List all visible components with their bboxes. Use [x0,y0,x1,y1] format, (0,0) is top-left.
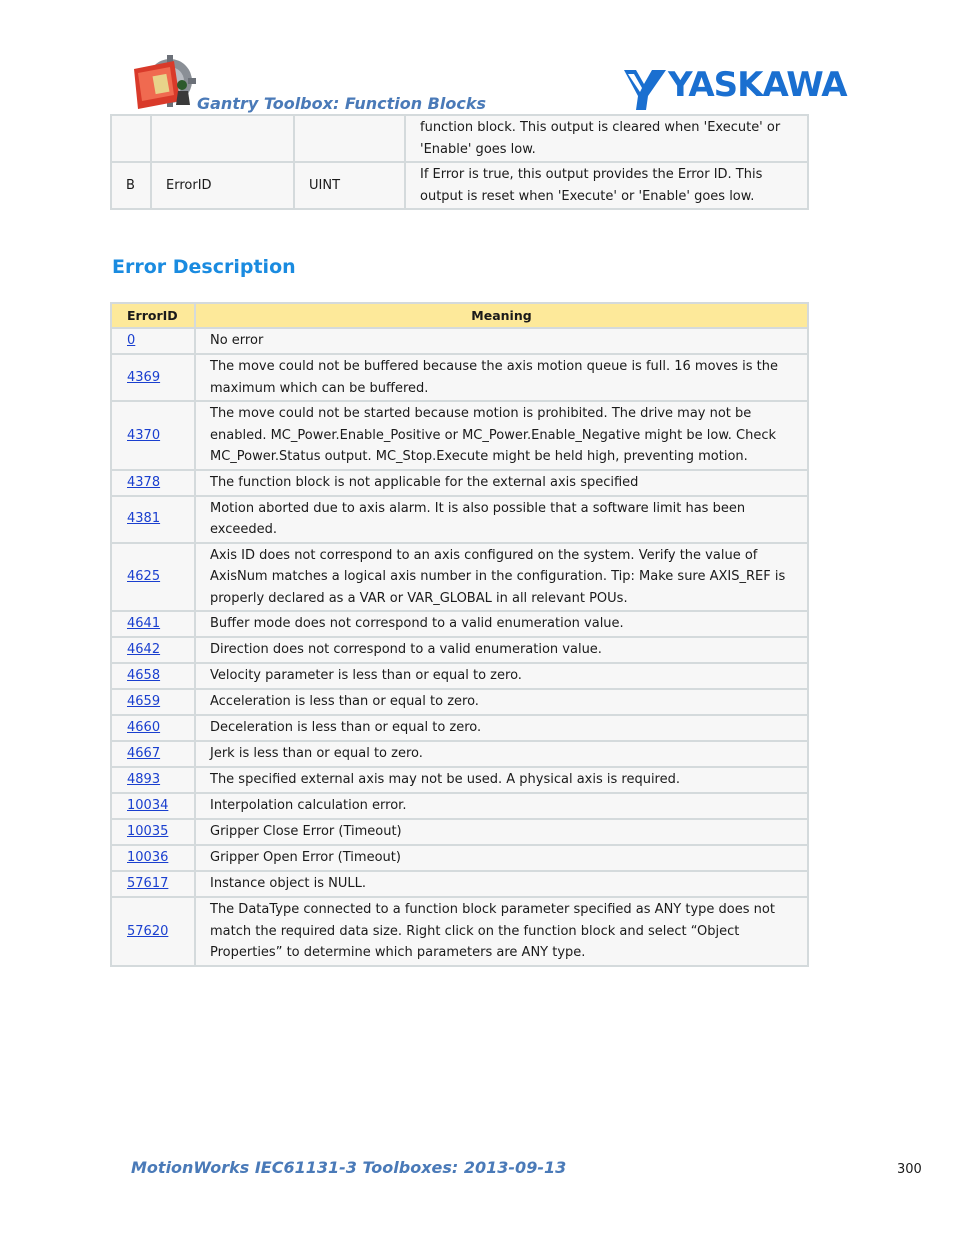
table-row [111,845,808,871]
column-header-meaning: Meaning [195,303,808,328]
error-id-link[interactable]: 4660 [127,720,161,736]
error-id-cell [111,328,195,354]
error-meaning-cell: No error [195,328,808,354]
error-id-link[interactable]: 10034 [127,798,169,814]
error-id-cell [111,663,195,689]
error-id-link[interactable]: 4370 [127,427,161,443]
error-id-link[interactable]: 10035 [127,824,169,840]
error-id-link[interactable]: 4378 [127,474,161,490]
error-id-cell [111,401,195,470]
table-row [111,543,808,612]
error-id-link[interactable]: 4369 [127,369,161,385]
table-row [111,793,808,819]
table-cell: B [111,162,151,209]
error-meaning-cell: The move could not be buffered because the axis motion queue is full. 16 moves is the maximum which can be buffered. [195,354,808,401]
error-id-link[interactable]: 57620 [127,923,169,939]
error-id-link[interactable]: 4893 [127,772,161,788]
error-id-link[interactable]: 4667 [127,746,161,762]
table-cell [294,115,405,162]
table-cell [111,115,151,162]
gantry-toolbox-logo-icon [130,55,198,111]
section-heading: Error Description [112,256,296,278]
table-row [111,115,808,162]
error-meaning-cell: Deceleration is less than or equal to zero. [195,715,808,741]
error-id-cell [111,871,195,897]
table-cell: function block. This output is cleared when 'Execute' or 'Enable' goes low. [405,115,808,162]
error-id-link[interactable]: 4642 [127,642,161,658]
table-row [111,897,808,966]
error-meaning-cell: Interpolation calculation error. [195,793,808,819]
error-id-cell [111,767,195,793]
table-cell: UINT [294,162,405,209]
error-id-cell [111,543,195,612]
error-id-link[interactable]: 10036 [127,850,169,866]
error-meaning-cell: The DataType connected to a function block parameter specified as ANY type does not match the required data size. Right click on the function block and select “Object Properties” to determine which parameters are ANY type. [195,897,808,966]
error-meaning-cell: Axis ID does not correspond to an axis configured on the system. Verify the value of AxisNum matches a logical axis number in the configuration. Tip: Make sure AXIS_REF is properly declared as a VAR or VAR_GLOBAL in all relevant POUs. [195,543,808,612]
table-cell: ErrorID [151,162,294,209]
error-id-cell [111,741,195,767]
brand-wordmark: YASKAWA [668,65,847,105]
error-id-cell [111,470,195,496]
error-table-body [111,328,808,966]
yaskawa-logo-icon [622,65,847,112]
table-row [111,496,808,543]
table-row [111,741,808,767]
column-header-errorid: ErrorID [111,303,195,328]
table-cell: If Error is true, this output provides the Error ID. This output is reset when 'Execute' or 'Enable' goes low. [405,162,808,209]
error-meaning-cell: The move could not be started because motion is prohibited. The drive may not be enabled. MC_Power.Enable_Positive or MC_Power.Enable_Negative might be low. Check MC_Power.Status output. MC_Stop.Execute might be held high, preventing motion. [195,401,808,470]
error-id-cell [111,715,195,741]
error-id-link[interactable]: 4625 [127,569,161,584]
table-row [111,162,808,209]
table-row [111,871,808,897]
error-meaning-cell: Gripper Close Error (Timeout) [195,819,808,845]
table-cell [151,115,294,162]
error-meaning-cell: Velocity parameter is less than or equal to zero. [195,663,808,689]
error-id-link[interactable]: 4658 [127,668,161,684]
error-meaning-cell: Acceleration is less than or equal to zero. [195,689,808,715]
error-id-link[interactable]: 4659 [127,694,161,710]
error-meaning-cell: Gripper Open Error (Timeout) [195,845,808,871]
table-row [111,689,808,715]
error-id-cell [111,689,195,715]
table-header-row [111,303,808,328]
error-id-link[interactable]: 4641 [127,616,161,632]
error-id-link[interactable]: 57617 [127,876,169,892]
footer-title: MotionWorks IEC61131-3 Toolboxes: 2013-09-13 [131,1158,567,1177]
table-row [111,715,808,741]
error-id-cell [111,793,195,819]
error-meaning-cell: Instance object is NULL. [195,871,808,897]
error-description-table [110,302,809,967]
table-row [111,637,808,663]
error-id-link[interactable]: 0 [127,333,136,349]
table-row [111,354,808,401]
table-row [111,328,808,354]
table-row [111,819,808,845]
error-id-cell [111,637,195,663]
error-id-cell [111,897,195,966]
table-row [111,401,808,470]
error-id-cell [111,819,195,845]
page-number: 300 [897,1162,922,1177]
error-meaning-cell: Jerk is less than or equal to zero. [195,741,808,767]
page-header-title: Gantry Toolbox: Function Blocks [197,94,486,113]
error-id-cell [111,496,195,543]
error-id-link[interactable]: 4381 [127,511,161,527]
error-id-cell [111,611,195,637]
table-row [111,470,808,496]
table-row [111,611,808,637]
table-row [111,767,808,793]
error-meaning-cell: Motion aborted due to axis alarm. It is also possible that a software limit has been exceeded. [195,496,808,543]
io-parameters-table [110,114,809,210]
table-row [111,663,808,689]
error-meaning-cell: The function block is not applicable for the external axis specified [195,470,808,496]
error-meaning-cell: Direction does not correspond to a valid enumeration value. [195,637,808,663]
error-meaning-cell: The specified external axis may not be used. A physical axis is required. [195,767,808,793]
error-id-cell [111,845,195,871]
error-id-cell [111,354,195,401]
error-meaning-cell: Buffer mode does not correspond to a valid enumeration value. [195,611,808,637]
